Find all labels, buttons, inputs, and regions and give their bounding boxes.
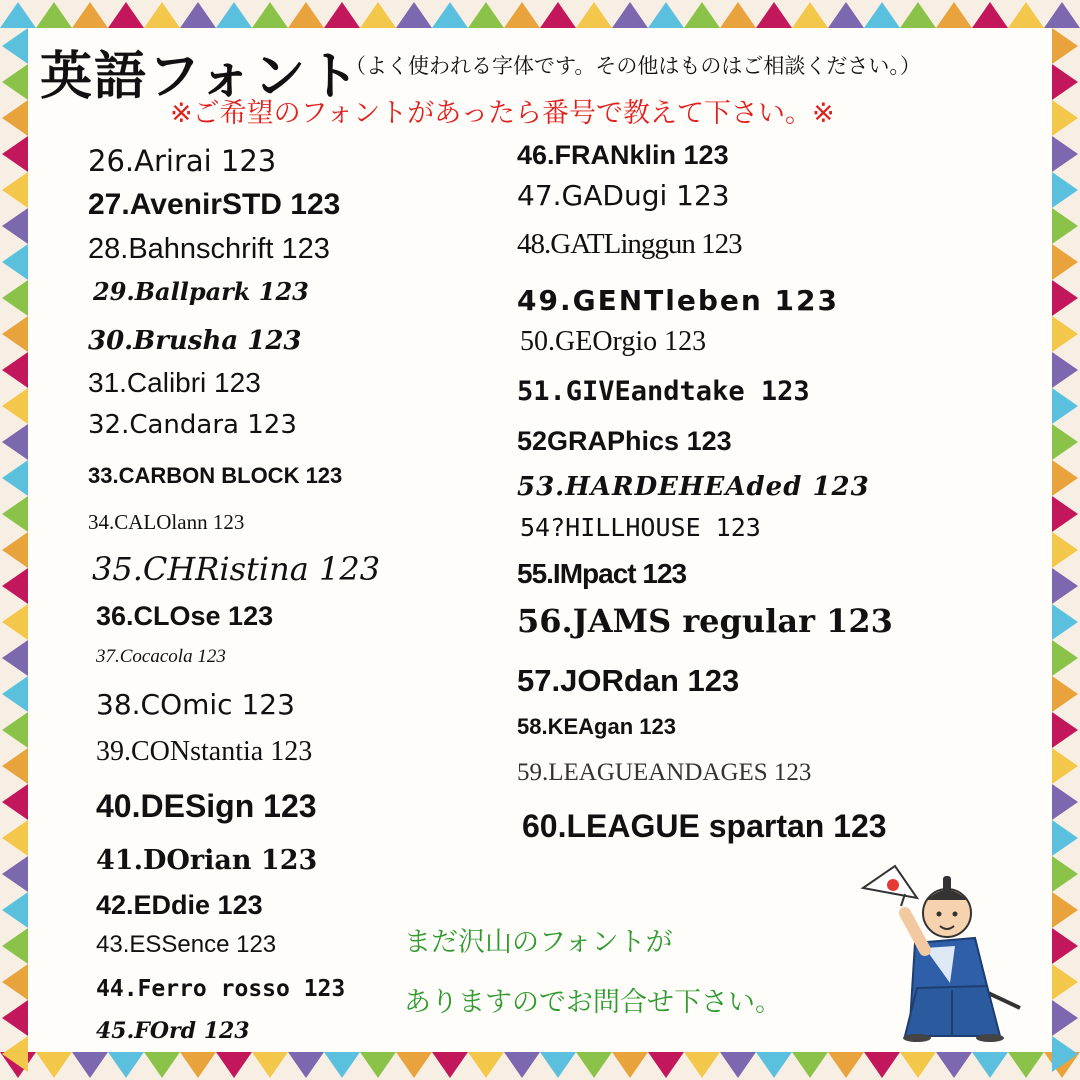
more-fonts-message: まだ沢山のフォントが [404,927,673,958]
font-sample-46: 46.FRANklin 123 [517,140,729,170]
font-sample-56: 56.JAMS regular 123 [517,602,893,640]
font-sample-38: 38.COmic 123 [96,688,295,721]
font-sample-51: 51.GIVEandtake 123 [517,376,810,407]
font-sample-33: 33.CARBON BLOCK 123 [88,463,343,488]
font-sample-60: 60.LEAGUE spartan 123 [522,808,887,844]
font-sample-55: 55.IMpact 123 [517,558,687,589]
font-sample-47: 47.GADugi 123 [517,179,730,212]
font-sample-48: 48.GATLinggun 123 [517,228,742,260]
request-notice: ※ご希望のフォントがあったら番号で教えて下さい。※ [170,98,835,129]
font-sample-52: 52GRAPhics 123 [517,426,732,456]
font-sample-45: 45.FOrd 123 [96,1018,250,1044]
font-sample-36: 36.CLOse 123 [96,601,274,631]
font-sample-29: 29.Ballpark 123 [93,277,309,306]
font-sample-44: 44.Ferro rosso 123 [96,976,346,1002]
contact-message: ありますのでお問合せ下さい。 [404,987,782,1018]
font-sample-26: 26.Arirai 123 [88,144,277,178]
font-sample-42: 42.EDdie 123 [96,890,263,920]
font-sample-54: 54?HILLHOUSE 123 [520,513,761,542]
font-sample-41: 41.DOrian 123 [96,845,318,876]
page-subtitle: （よく使われる字体です。その他はものはご相談ください。） [345,54,921,78]
font-sample-31: 31.Calibri 123 [88,367,261,398]
font-sample-30: 30.Brusha 123 [88,326,302,356]
font-sample-28: 28.Bahnschrift 123 [88,233,330,265]
font-sample-40: 40.DESign 123 [96,788,317,824]
font-sample-34: 34.CALOlann 123 [88,510,245,534]
font-sample-49: 49.GENTleben 123 [517,284,839,317]
font-sample-59: 59.LEAGUEANDAGES 123 [517,759,812,786]
font-sample-32: 32.Candara 123 [88,410,297,440]
samurai-with-fan-icon [855,858,1025,1043]
font-sample-27: 27.AvenirSTD 123 [88,188,341,221]
font-sample-57: 57.JORdan 123 [517,663,740,698]
page-title: 英語フォント [40,47,362,107]
font-sample-58: 58.KEAgan 123 [517,714,676,739]
font-sample-37: 37.Cocacola 123 [96,646,226,667]
font-sample-50: 50.GEOrgio 123 [520,326,707,357]
font-sample-35: 35.CHRistina 123 [92,550,381,588]
font-sample-53: 53.HARDEHEAded 123 [517,472,870,502]
font-sample-43: 43.ESSence 123 [96,931,277,958]
font-sample-39: 39.CONstantia 123 [96,736,313,767]
